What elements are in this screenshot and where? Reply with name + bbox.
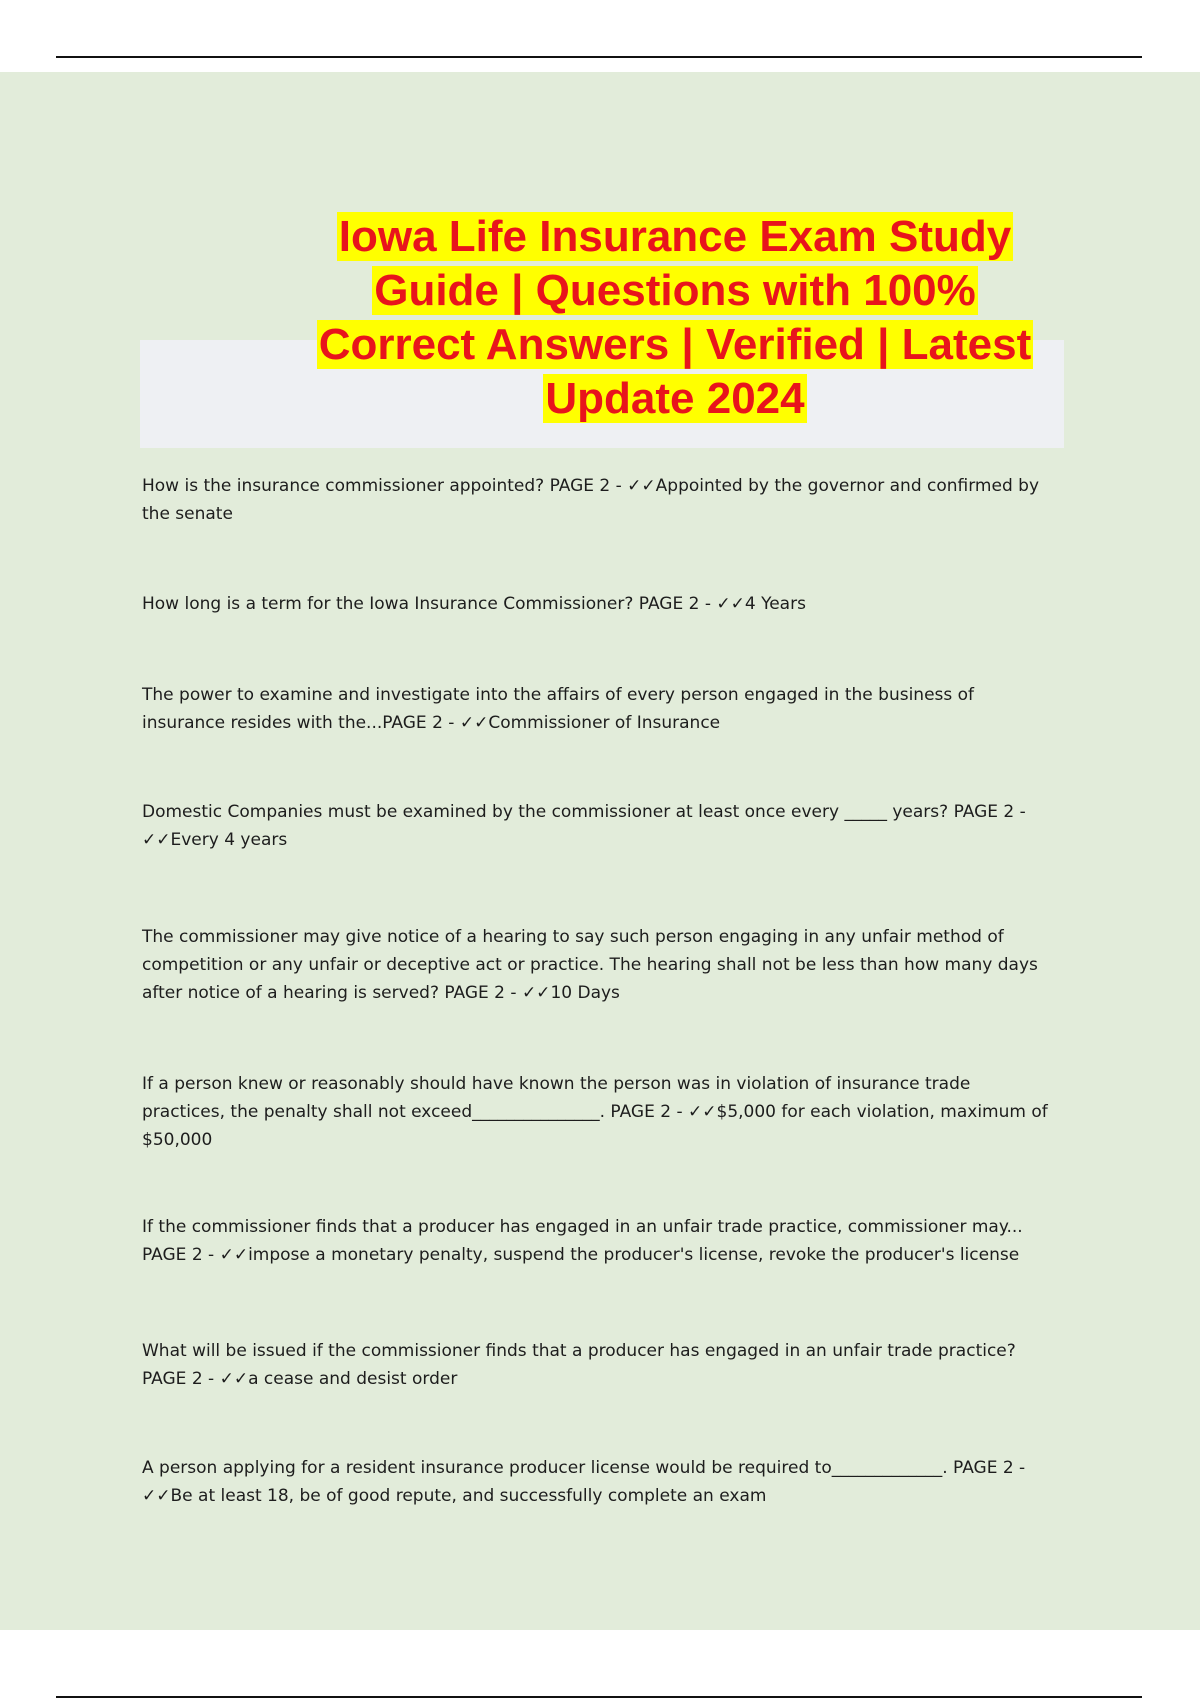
double-check-icon: ✓✓ [219, 1245, 249, 1265]
question-text: A person applying for a resident insurance producer license would be required to_____________. PAGE 2 - [142, 1458, 1026, 1478]
question-text: How is the insurance commissioner appointed? PAGE 2 - [142, 476, 628, 496]
double-check-icon: ✓✓ [459, 713, 489, 733]
answer-text: a cease and desist order [248, 1369, 458, 1389]
document-title [300, 210, 1050, 426]
qa-item-1 [142, 472, 1057, 528]
double-check-icon: ✓✓ [716, 594, 745, 614]
content-sheet [0, 72, 1200, 1630]
qa-item-5 [142, 923, 1057, 1007]
double-check-icon: ✓✓ [142, 830, 171, 850]
double-check-icon: ✓✓ [142, 1486, 171, 1506]
top-rule [56, 56, 1142, 58]
double-check-icon: ✓✓ [688, 1102, 717, 1122]
double-check-icon: ✓✓ [219, 1369, 249, 1389]
question-text: Domestic Companies must be examined by the commissioner at least once every _____ years? PAGE 2 - [142, 802, 1026, 822]
qa-item-7 [142, 1213, 1057, 1269]
bottom-rule [56, 1696, 1142, 1698]
qa-item-6 [142, 1070, 1057, 1154]
answer-text: 10 Days [550, 983, 620, 1003]
qa-item-3 [142, 681, 1057, 737]
question-text: If a person knew or reasonably should have known the person was in violation of insurance trade practices, the penalty shall not exceed_______________. PAGE 2 - [142, 1074, 971, 1122]
answer-text: impose a monetary penalty, suspend the producer's license, revoke the producer's license [248, 1245, 1020, 1265]
qa-item-8 [142, 1337, 1057, 1393]
qa-item-9 [142, 1454, 1057, 1510]
qa-item-4 [142, 798, 1057, 854]
question-text: If the commissioner finds that a producer has engaged in an unfair trade practice, commissioner may... PAGE 2 - [142, 1217, 1023, 1265]
answer-text: Every 4 years [170, 830, 288, 850]
answer-text: 4 Years [744, 594, 806, 614]
answer-text: Be at least 18, be of good repute, and successfully complete an exam [170, 1486, 767, 1506]
question-text: The commissioner may give notice of a hearing to say such person engaging in any unfair method of competition or any unfair or deceptive act or practice. The hearing shall not be less than how many days after notice of a hearing is served? PAGE 2 - [142, 927, 1038, 1003]
double-check-icon: ✓✓ [521, 983, 551, 1003]
question-text: The power to examine and investigate into the affairs of every person engaged in the business of insurance resides with the...PAGE 2 - [142, 685, 975, 733]
question-text: What will be issued if the commissioner finds that a producer has engaged in an unfair trade practice? PAGE 2 - [142, 1341, 1016, 1389]
document-title-text: Iowa Life Insurance Exam Study Guide | Questions with 100% Correct Answers | Verified | Latest Update 2024 [318, 212, 1032, 423]
answer-text: Commissioner of Insurance [488, 713, 721, 733]
qa-item-2 [142, 590, 1057, 618]
question-text: How long is a term for the Iowa Insurance Commissioner? PAGE 2 - [142, 594, 717, 614]
answer-text: $5,000 for each violation, maximum of $50,000 [142, 1102, 1048, 1150]
answer-text: Appointed by the governor and confirmed by the senate [142, 476, 1040, 524]
double-check-icon: ✓✓ [627, 476, 656, 496]
